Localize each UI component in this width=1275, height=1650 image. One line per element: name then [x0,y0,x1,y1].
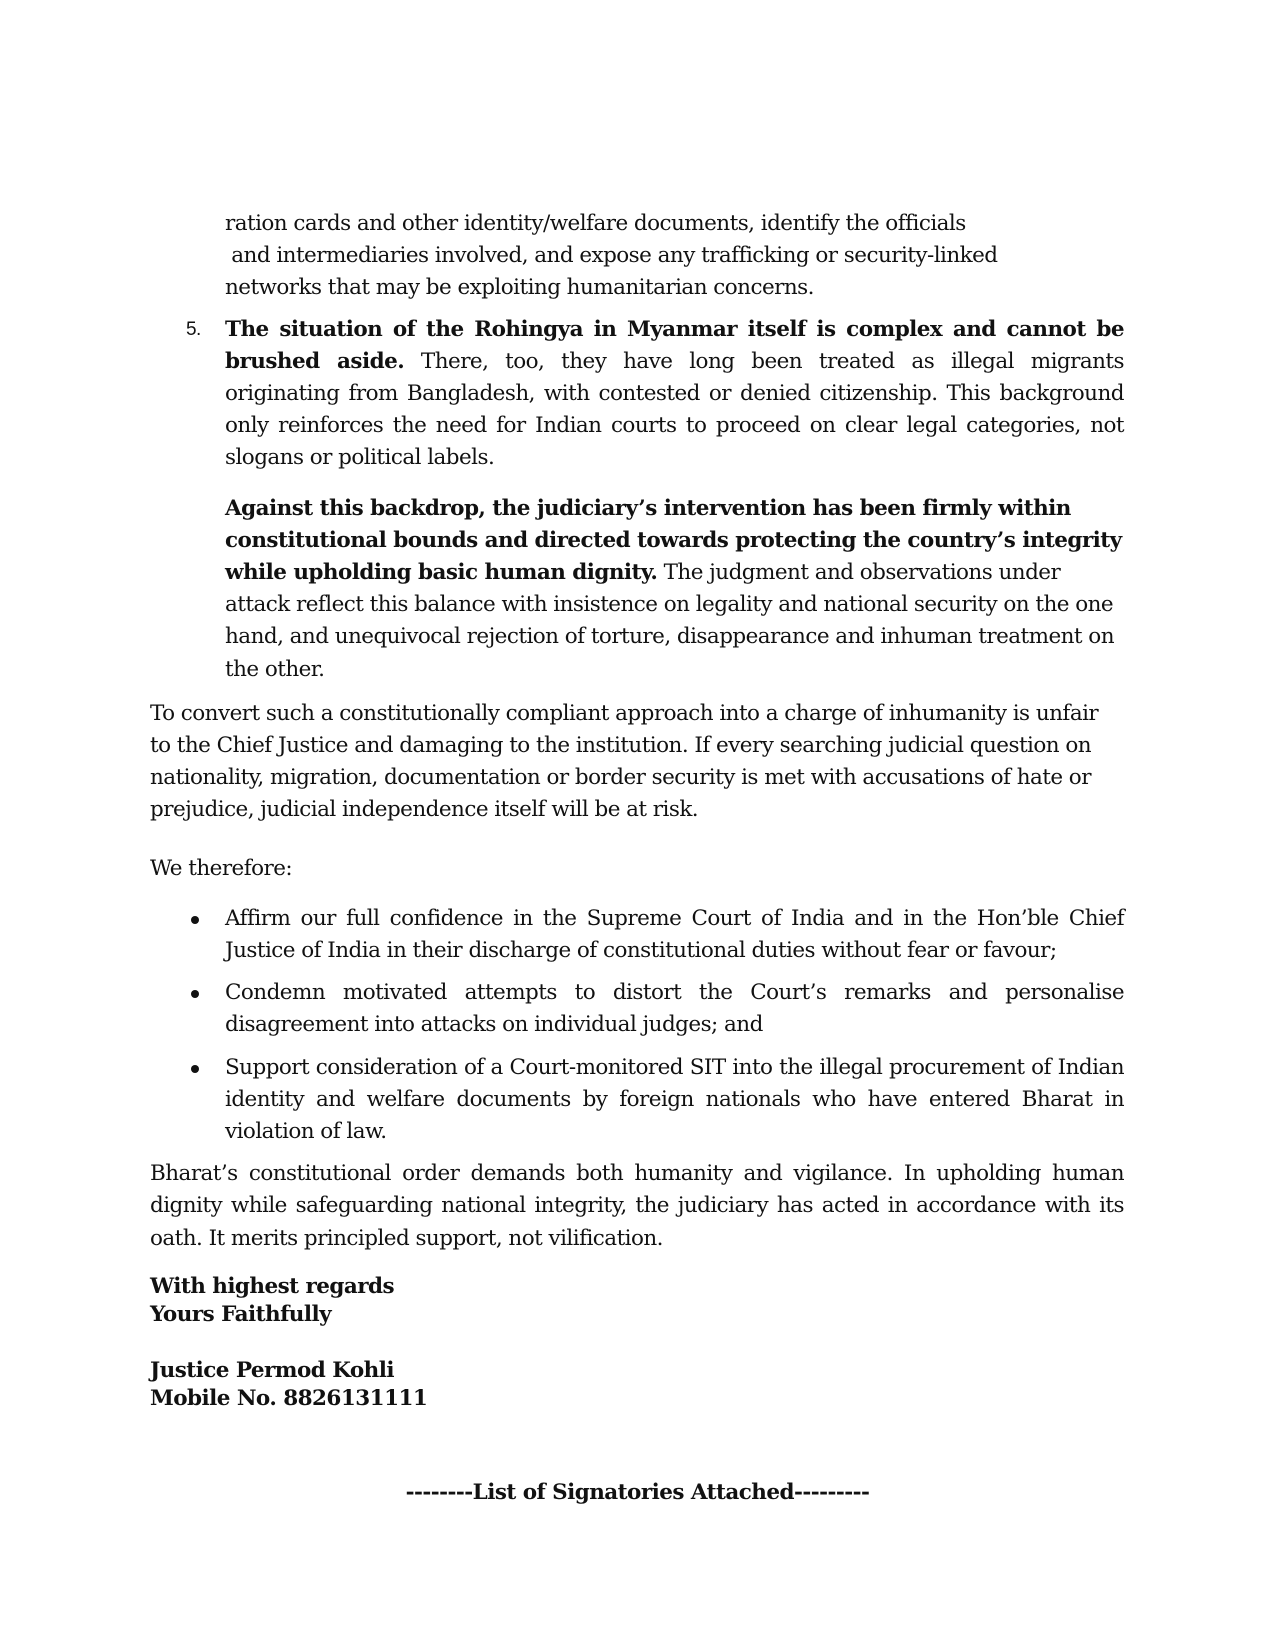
resolution-item [225,977,1124,1041]
backdrop-paragraph [225,493,1124,686]
signatory-name: Justice Permod Kohli [150,1357,394,1383]
resolution-text: Condemn motivated attempts to distort the Court’s remarks and personalise disagreement into attacks on individual judges; and [225,980,1124,1038]
text-line: ration cards and other identity/welfare documents, identify the officials [225,211,966,236]
list-number: 5. [186,318,201,340]
signature-block [150,1357,1124,1413]
continuation-of-point-4 [225,208,1124,305]
bullet-icon [191,916,199,924]
text-line: and intermediaries involved, and expose any trafficking or security-linked [225,243,998,269]
closing-line: Yours Faithfully [150,1301,332,1327]
closing-salutation [150,1273,1124,1329]
letter-body [150,208,1124,1413]
resolution-text: Support consideration of a Court-monitored SIT into the illegal procurement of Indian identity and welfare documents by foreign nationals who have entered Bharat in violation of law. [225,1054,1124,1145]
signatory-mobile: Mobile No. 8826131111 [150,1385,428,1411]
resolutions-list [150,903,1124,1148]
we-therefore-label: We therefore: [150,855,293,881]
backdrop-bold-lead: Against this backdrop, the judiciary’s intervention has been firmly within constitutional bounds and directed towards protecting the country’s integrity while upholding basic human dignity. [225,495,1122,586]
resolution-text: Affirm our full confidence in the Supreme Court of India and in the Hon’ble Chief Justice of India in their discharge of constitutional duties without fear or favour; [225,905,1124,964]
text-line: networks that may be exploiting humanitarian concerns. [225,275,814,301]
resolution-item [225,1052,1124,1149]
point-5-text: There, too, they have long been treated as illegal migrants originating from Bangladesh, with contested or denied citizenship. This background only reinforces the need for Indian courts to proceed on clear legal categories, not slogans or political labels. [225,348,1124,471]
closing-line: With highest regards [150,1273,395,1299]
point-5-bold-lead: The situation of the Rohingya in Myanmar itself is complex and cannot be brushed aside. [225,316,1124,374]
point-5 [186,314,1124,475]
backdrop-text: The judgment and observations under attack reflect this balance with insistence on legality and national security on the one hand, and unequivocal rejection of torture, disappearance and inhuman treatment on the other. [225,560,1114,682]
bullet-icon [191,990,199,998]
bullet-icon [191,1065,199,1073]
conclusion-paragraph: Bharat’s constitutional order demands both humanity and vigilance. In upholding human dignity while safeguarding national integrity, the judiciary has acted in accordance with its oath. It merits principled support, not vilification. [150,1161,1124,1251]
signatories-attached-note: --------List of Signatories Attached--------- [405,1480,870,1505]
resolution-item [225,903,1124,967]
convert-paragraph: To convert such a constitutionally compliant approach into a charge of inhumanity is unfair to the Chief Justice and damaging to the institution. If every searching judicial question on nationality, migration, documentation or border security is met with accusations of hate or prejudice, judicial independence itself will be at risk. [150,700,1099,823]
